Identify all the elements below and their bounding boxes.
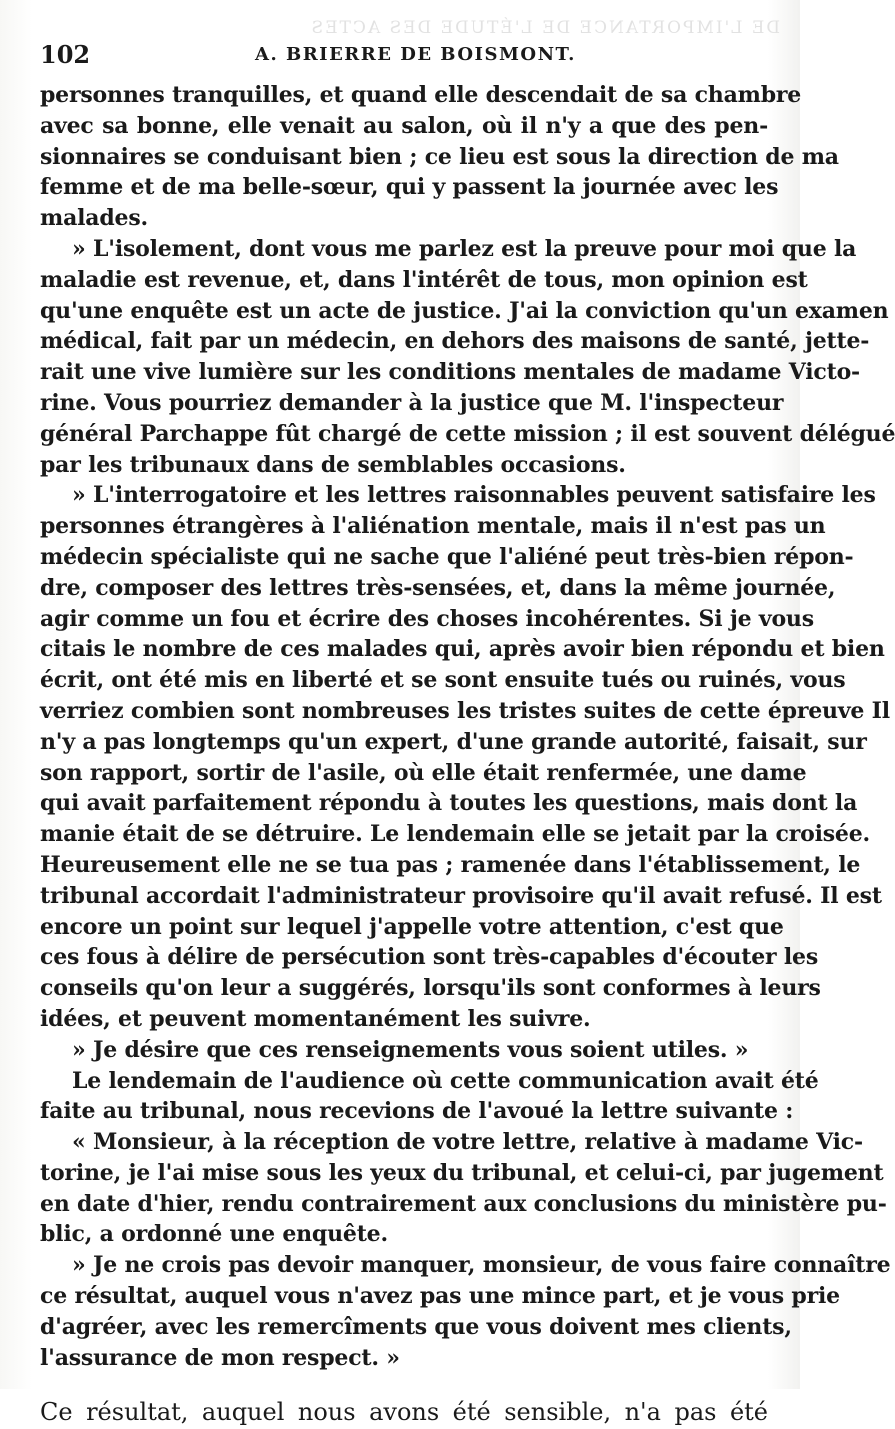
text-line: par les tribunaux dans de semblables occasions.: [40, 451, 626, 478]
running-head: A. BRIERRE DE BOISMONT.: [255, 44, 576, 65]
text-line: » L'isolement, dont vous me parlez est la preuve pour moi que la: [72, 235, 857, 262]
text-line: faite au tribunal, nous recevions de l'avoué la lettre suivante :: [40, 1098, 794, 1125]
text-line: dre, composer des lettres très-sensées, et, dans la même journée,: [40, 574, 836, 601]
text-line: maladie est revenue, et, dans l'intérêt de tous, mon opinion est: [40, 266, 808, 293]
text-line: sionnaires se conduisant bien ; ce lieu est sous la direction de ma: [40, 143, 839, 170]
text-line: torine, je l'ai mise sous les yeux du tribunal, et celui-ci, par jugement: [40, 1159, 884, 1186]
page-number: 102: [40, 40, 91, 69]
text-line: conseils qu'on leur a suggérés, lorsqu'ils sont conformes à leurs: [40, 975, 821, 1002]
text-line: l'assurance de mon respect. »: [40, 1344, 400, 1371]
paragraph-gap: [40, 1373, 768, 1395]
text-line: « Monsieur, à la réception de votre lettre, relative à madame Vic-: [72, 1129, 863, 1156]
text-line: n'y a pas longtemps qu'un expert, d'une grande autorité, faisait, sur: [40, 728, 867, 755]
text-line: écrit, ont été mis en liberté et se sont ensuite tués ou ruinés, vous: [40, 667, 846, 694]
text-line: médecin spécialiste qui ne sache que l'aliéné peut très-bien répon-: [40, 543, 854, 570]
text-line: personnes étrangères à l'aliénation mentale, mais il n'est pas un: [40, 513, 826, 540]
page-header: [40, 40, 760, 74]
text-line: verriez combien sont nombreuses les tristes suites de cette épreuve Il: [40, 697, 890, 724]
text-line: en date d'hier, rendu contrairement aux conclusions du ministère pu-: [40, 1190, 887, 1217]
text-line: Ce résultat, auquel nous avons été sensible, n'a pas été: [40, 1398, 768, 1427]
text-line: médical, fait par un médecin, en dehors des maisons de santé, jette-: [40, 328, 870, 355]
text-line: blic, a ordonné une enquête.: [40, 1221, 388, 1248]
text-line: idées, et peuvent momentanément les suivre.: [40, 1005, 591, 1032]
text-line: ces fous à délire de persécution sont très-capables d'écouter les: [40, 944, 819, 971]
text-line: rine. Vous pourriez demander à la justice que M. l'inspecteur: [40, 389, 784, 416]
text-line: qu'une enquête est un acte de justice. J'ai la conviction qu'un examen: [40, 297, 889, 324]
text-line: tribunal accordait l'administrateur provisoire qu'il avait refusé. Il est: [40, 882, 882, 909]
text-line: d'agréer, avec les remercîments que vous doivent mes clients,: [40, 1313, 792, 1340]
text-line: manie était de se détruire. Le lendemain elle se jetait par la croisée.: [40, 821, 870, 848]
text-line: malades.: [40, 205, 148, 232]
text-line: ce résultat, auquel vous n'avez pas une mince part, et je vous prie: [40, 1283, 840, 1310]
page-body: [40, 80, 895, 1429]
text-line: encore un point sur lequel j'appelle votre attention, c'est que: [40, 913, 784, 940]
text-line: général Parchappe fût chargé de cette mission ; il est souvent délégué: [40, 420, 895, 447]
text-line: » L'interrogatoire et les lettres raisonnables peuvent satisfaire les: [72, 482, 876, 509]
bleed-through-text: DE L'IMPORTANCE DE L'ÉTUDE DES ACTES: [309, 18, 780, 38]
text-line: qui avait parfaitement répondu à toutes les questions, mais dont la: [40, 790, 858, 817]
text-line: femme et de ma belle-sœur, qui y passent la journée avec les: [40, 174, 779, 201]
text-line: » Je désire que ces renseignements vous soient utiles. »: [72, 1036, 749, 1063]
text-line: avec sa bonne, elle venait au salon, où il n'y a que des pen-: [40, 112, 768, 139]
text-line: son rapport, sortir de l'asile, où elle était renfermée, une dame: [40, 759, 807, 786]
text-line: rait une vive lumière sur les conditions mentales de madame Victo-: [40, 359, 860, 386]
text-line: Le lendemain de l'audience où cette communication avait été: [72, 1067, 819, 1094]
text-line: citais le nombre de ces malades qui, après avoir bien répondu et bien: [40, 636, 885, 663]
text-line: Heureusement elle ne se tua pas ; ramenée dans l'établissement, le: [40, 851, 861, 878]
text-line: » Je ne crois pas devoir manquer, monsieur, de vous faire connaître: [72, 1252, 891, 1279]
text-line: personnes tranquilles, et quand elle descendait de sa chambre: [40, 82, 802, 108]
text-line: agir comme un fou et écrire des choses incohérentes. Si je vous: [40, 605, 814, 632]
